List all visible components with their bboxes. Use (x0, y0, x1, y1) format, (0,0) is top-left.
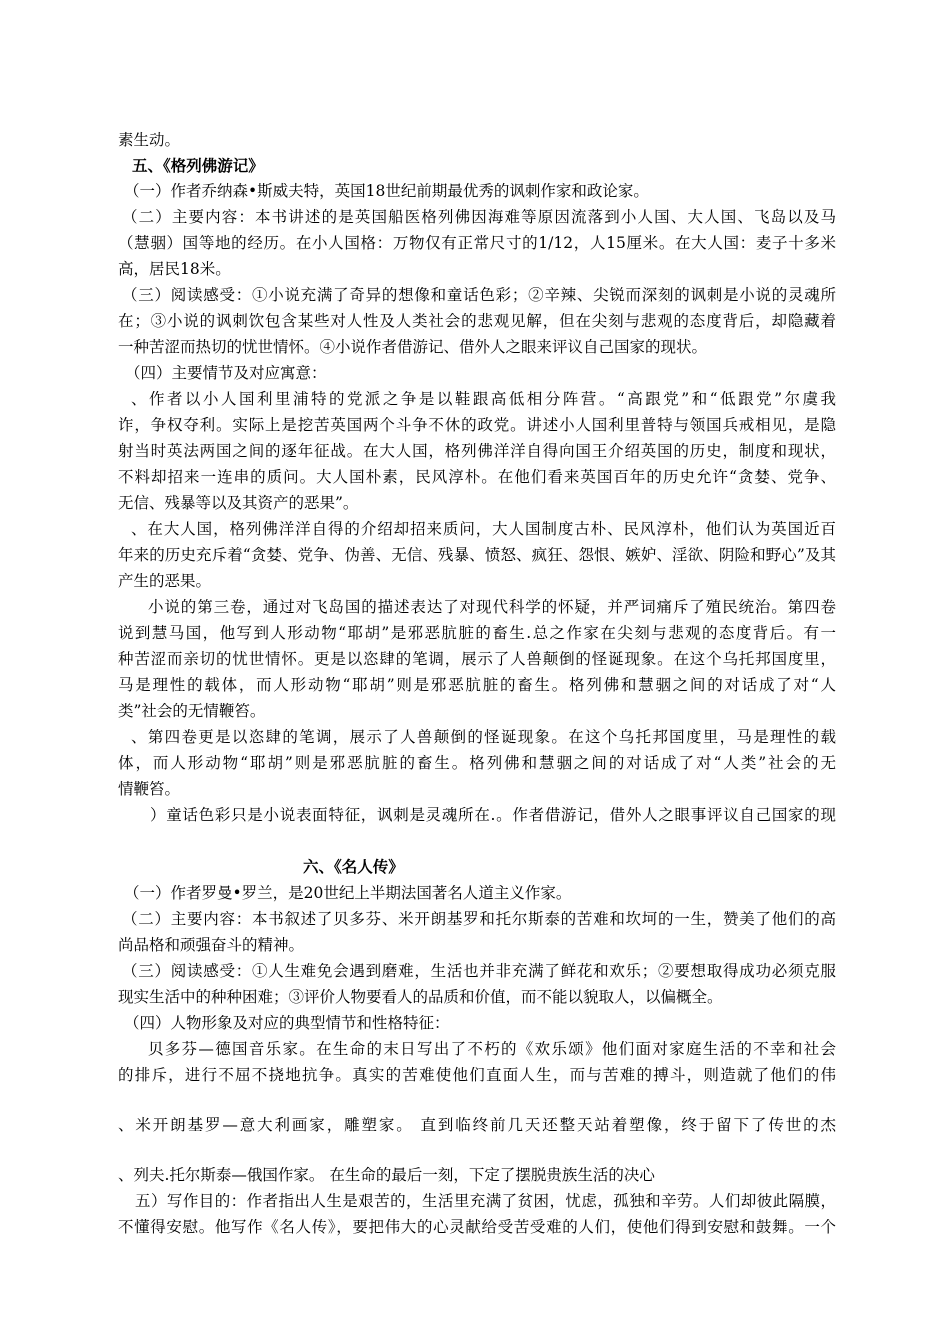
text-line: （一）作者乔纳森•斯威夫特，英国18世纪前期最优秀的讽刺作家和政论家。 (124, 182, 649, 200)
text-line: 、在大人国，格列佛洋洋自得的介绍却招来质问，大人国制度古朴、民风淳朴，他们认为英国近百 (131, 520, 836, 538)
text-line: 情鞭笞。 (118, 780, 181, 798)
text-line: 、米开朗基罗—意大利画家，雕塑家。 直到临终前几天还整天站着塑像，终于留下了传世的杰 (118, 1116, 836, 1134)
text-line: （四）人物形象及对应的典型情节和性格特征： (124, 1014, 450, 1032)
text-line: 马是理性的载体，而人形动物“耶胡”则是邪恶肮脏的畜生。格列佛和慧骃之间的对话成了对“人 (118, 676, 836, 694)
text-line: 年来的历史充斥着“贪婪、党争、伪善、无信、残暴、愤怒、疯狂、怨恨、嫉妒、淫欲、阴险和野心”及其 (118, 546, 836, 564)
section-heading-famous-lives: 六、《名人传》 (303, 857, 404, 876)
text-line: 产生的恶果。 (118, 572, 212, 590)
text-line: 高，居民18米。 (118, 260, 231, 278)
text-line: 不料却招来一连串的质问。大人国朴素，民风淳朴。在他们看来英国百年的历史允许“贪婪、党争、 (118, 468, 836, 486)
text-line: 说到慧马国，他写到人形动物“耶胡”是邪恶肮脏的畜生.总之作家在尖刻与悲观的态度背后。有一 (118, 624, 836, 642)
text-line: （慧骃）国等地的经历。在小人国格：万物仅有正常尺寸的1/12，人15厘米。在大人国：麦子十多米 (118, 234, 836, 252)
text-line: ）童话色彩只是小说表面特征，讽刺是灵魂所在.。作者借游记，借外人之眼事评议自己国家的现 (150, 806, 836, 824)
text-line: 射当时英法两国之间的逐年征战。在大人国，格列佛洋洋自得向国王介绍英国的历史，制度和现状， (118, 442, 836, 460)
text-line: 尚品格和顽强奋斗的精神。 (118, 936, 305, 954)
text-line: 现实生活中的种种困难；③评价人物要看人的品质和价值，而不能以貌取人，以偏概全。 (118, 988, 723, 1006)
text-line: 体，而人形动物“耶胡”则是邪恶肮脏的畜生。格列佛和慧骃之间的对话成了对“人类”社会的无 (118, 754, 836, 772)
text-line: （四）主要情节及对应寓意： (125, 364, 327, 382)
text-line: 类”社会的无情鞭笞。 (118, 702, 266, 720)
text-line: 、作者以小人国利里浦特的党派之争是以鞋跟高低相分阵营。“高跟党”和“低跟党”尔虞我 (131, 390, 836, 408)
text-line: 在；③小说的讽刺饮包含某些对人性及人类社会的悲观见解，但在尖刻与悲观的态度背后，却隐藏着 (118, 312, 836, 330)
text-line: 小说的第三卷，通过对飞岛国的描述表达了对现代科学的怀疑，并严词痛斥了殖民统治。第四卷 (148, 598, 836, 616)
text-line: 一种苦涩而热切的忧世情怀。④小说作者借游记、借外人之眼来评议自己国家的现状。 (118, 338, 708, 356)
section-heading-gulliver: 五、《格列佛游记》 (132, 156, 264, 175)
text-line: 五）写作目的：作者指出人生是艰苦的，生活里充满了贫困，忧虑，孤独和辛劳。人们却彼此隔膜， (135, 1192, 836, 1210)
text-line: 、列夫.托尔斯泰—俄国作家。 在生命的最后一刻，下定了摆脱贵族生活的决心 (118, 1166, 655, 1184)
text-line: （一）作者罗曼•罗兰，是20世纪上半期法国著名人道主义作家。 (124, 884, 572, 902)
text-line: 贝多芬—德国音乐家。在生命的末日写出了不朽的《欢乐颂》他们面对家庭生活的不幸和社会 (148, 1040, 836, 1058)
text-line: 素生动。 (118, 131, 181, 149)
text-line: （三）阅读感受：①人生难免会遇到磨难，生活也并非充满了鲜花和欢乐；②要想取得成功必须克服 (122, 962, 836, 980)
text-line: 不懂得安慰。他写作《名人传》，要把伟大的心灵献给受苦受难的人们，使他们得到安慰和鼓舞。一个 (118, 1218, 836, 1236)
text-line: （二）主要内容：本书叙述了贝多芬、米开朗基罗和托尔斯泰的苦难和坎坷的一生，赞美了他们的高 (122, 910, 836, 928)
text-line: 、第四卷更是以恣肆的笔调，展示了人兽颠倒的怪诞现象。在这个乌托邦国度里，马是理性的载 (131, 728, 836, 746)
text-line: 种苦涩而亲切的忧世情怀。更是以恣肆的笔调，展示了人兽颠倒的怪诞现象。在这个乌托邦国度里， (118, 650, 836, 668)
text-line: 无信、残暴等以及其资产的恶果”。 (118, 494, 359, 512)
text-line: （三）阅读感受：①小说充满了奇异的想像和童话色彩；②辛辣、尖锐而深刻的讽刺是小说的灵魂所 (122, 286, 836, 304)
text-line: （二）主要内容：本书讲述的是英国船医格列佛因海难等原因流落到小人国、大人国、飞岛以及马 (122, 208, 836, 226)
text-line: 诈，争权夺利。实际上是挖苦英国两个斗争不休的政党。讲述小人国利里普特与领国兵戒相见，是隐 (118, 416, 836, 434)
text-line: 的排斥，进行不屈不挠地抗争。真实的苦难使他们直面人生，而与苦难的搏斗，则造就了他们的伟 (118, 1066, 836, 1084)
